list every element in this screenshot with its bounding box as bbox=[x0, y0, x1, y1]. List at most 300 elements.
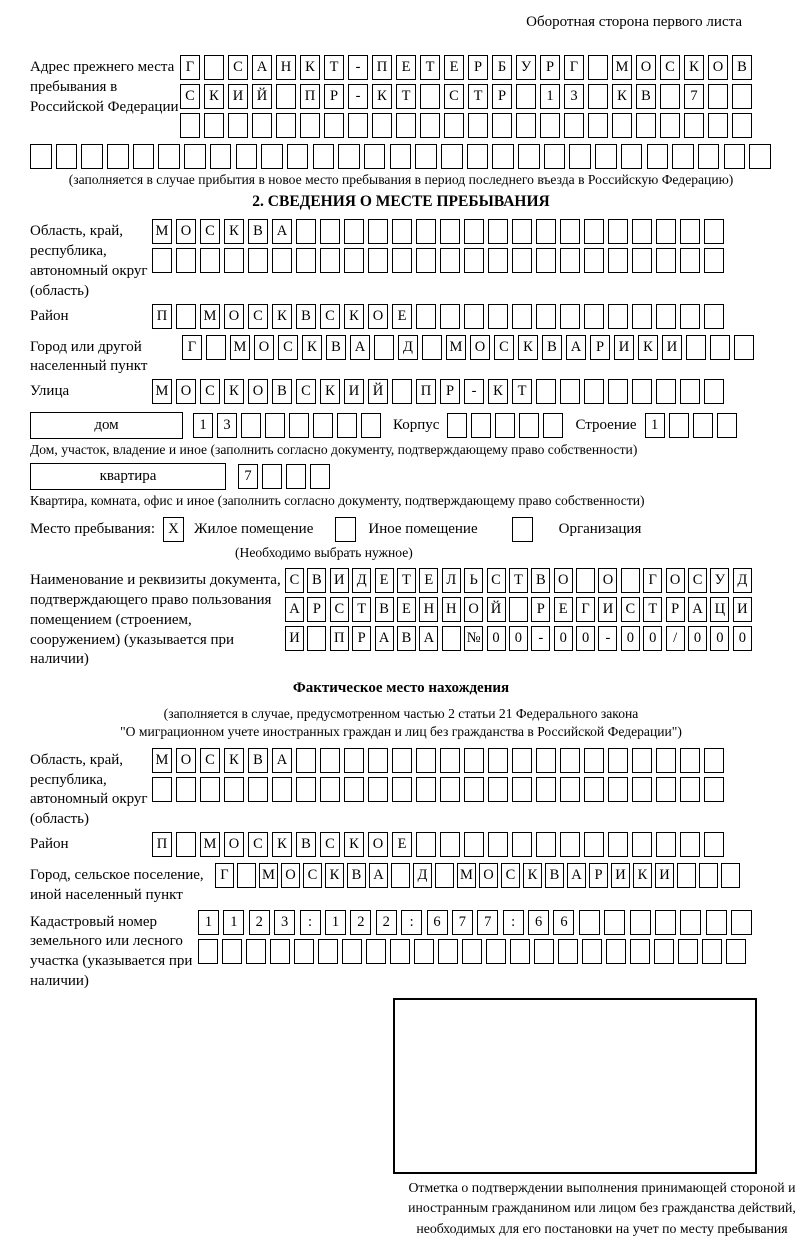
char-cell[interactable] bbox=[677, 863, 696, 888]
char-cell[interactable] bbox=[584, 219, 604, 244]
char-cell[interactable]: А bbox=[369, 863, 388, 888]
char-cell[interactable] bbox=[749, 144, 771, 169]
char-cell[interactable]: О bbox=[598, 568, 617, 593]
char-cell[interactable] bbox=[372, 113, 392, 138]
char-cell[interactable] bbox=[416, 248, 436, 273]
char-cell[interactable]: В bbox=[732, 55, 752, 80]
char-cell[interactable] bbox=[732, 113, 752, 138]
char-cell[interactable] bbox=[584, 248, 604, 273]
char-cell[interactable] bbox=[361, 413, 381, 438]
char-cell[interactable]: № bbox=[464, 626, 483, 651]
char-cell[interactable] bbox=[368, 748, 388, 773]
char-cell[interactable] bbox=[708, 84, 728, 109]
char-cell[interactable] bbox=[588, 113, 608, 138]
char-cell[interactable]: Е bbox=[444, 55, 464, 80]
char-cell[interactable]: Б bbox=[492, 55, 512, 80]
char-cell[interactable]: С bbox=[320, 832, 340, 857]
char-cell[interactable]: : bbox=[401, 910, 422, 935]
char-cell[interactable] bbox=[621, 144, 643, 169]
char-cell[interactable]: Н bbox=[276, 55, 296, 80]
char-cell[interactable] bbox=[704, 777, 724, 802]
char-cell[interactable]: И bbox=[344, 379, 364, 404]
char-cell[interactable] bbox=[717, 413, 737, 438]
char-cell[interactable] bbox=[704, 748, 724, 773]
char-cell[interactable]: 1 bbox=[325, 910, 346, 935]
char-cell[interactable]: 1 bbox=[223, 910, 244, 935]
char-cell[interactable] bbox=[660, 84, 680, 109]
char-cell[interactable] bbox=[704, 379, 724, 404]
char-cell[interactable] bbox=[536, 304, 556, 329]
char-cell[interactable]: Г bbox=[643, 568, 662, 593]
char-cell[interactable]: С bbox=[494, 335, 514, 360]
char-cell[interactable]: О bbox=[281, 863, 300, 888]
char-cell[interactable]: Г bbox=[182, 335, 202, 360]
char-cell[interactable]: Т bbox=[420, 55, 440, 80]
char-cell[interactable]: С bbox=[660, 55, 680, 80]
char-cell[interactable]: Е bbox=[397, 597, 416, 622]
char-cell[interactable]: 0 bbox=[710, 626, 729, 651]
char-cell[interactable]: С bbox=[330, 597, 349, 622]
char-cell[interactable] bbox=[536, 248, 556, 273]
char-cell[interactable] bbox=[669, 413, 689, 438]
prev-address-row-2[interactable] bbox=[180, 84, 756, 109]
char-cell[interactable] bbox=[704, 219, 724, 244]
char-cell[interactable] bbox=[608, 304, 628, 329]
char-cell[interactable]: С bbox=[688, 568, 707, 593]
char-cell[interactable] bbox=[699, 863, 718, 888]
char-cell[interactable] bbox=[441, 144, 463, 169]
char-cell[interactable]: И bbox=[662, 335, 682, 360]
char-cell[interactable]: - bbox=[348, 55, 368, 80]
char-cell[interactable] bbox=[414, 939, 434, 964]
char-cell[interactable] bbox=[576, 568, 595, 593]
char-cell[interactable] bbox=[684, 113, 704, 138]
char-cell[interactable] bbox=[704, 248, 724, 273]
char-cell[interactable]: Т bbox=[324, 55, 344, 80]
char-cell[interactable] bbox=[464, 219, 484, 244]
char-cell[interactable]: - bbox=[598, 626, 617, 651]
char-cell[interactable] bbox=[702, 939, 722, 964]
char-cell[interactable] bbox=[656, 832, 676, 857]
char-cell[interactable]: 2 bbox=[350, 910, 371, 935]
char-cell[interactable] bbox=[608, 777, 628, 802]
char-cell[interactable]: М bbox=[200, 304, 220, 329]
char-cell[interactable]: О bbox=[470, 335, 490, 360]
char-cell[interactable] bbox=[621, 568, 640, 593]
char-cell[interactable] bbox=[632, 248, 652, 273]
char-cell[interactable]: Й bbox=[487, 597, 506, 622]
char-cell[interactable]: М bbox=[200, 832, 220, 857]
char-cell[interactable]: К bbox=[325, 863, 344, 888]
document-row-2[interactable] bbox=[285, 597, 755, 622]
char-cell[interactable] bbox=[608, 248, 628, 273]
prev-address-row-4[interactable] bbox=[30, 144, 772, 169]
char-cell[interactable]: 6 bbox=[427, 910, 448, 935]
char-cell[interactable]: В bbox=[545, 863, 564, 888]
char-cell[interactable] bbox=[416, 219, 436, 244]
char-cell[interactable] bbox=[296, 219, 316, 244]
char-cell[interactable] bbox=[200, 248, 220, 273]
char-cell[interactable]: А bbox=[252, 55, 272, 80]
char-cell[interactable] bbox=[512, 219, 532, 244]
char-cell[interactable] bbox=[656, 219, 676, 244]
char-cell[interactable] bbox=[176, 777, 196, 802]
char-cell[interactable] bbox=[536, 832, 556, 857]
char-cell[interactable] bbox=[464, 748, 484, 773]
char-cell[interactable] bbox=[152, 777, 172, 802]
char-cell[interactable] bbox=[698, 144, 720, 169]
apartment-cells[interactable] bbox=[238, 464, 334, 489]
char-cell[interactable] bbox=[176, 832, 196, 857]
char-cell[interactable] bbox=[391, 863, 410, 888]
char-cell[interactable]: Р bbox=[440, 379, 460, 404]
char-cell[interactable] bbox=[390, 939, 410, 964]
char-cell[interactable]: С bbox=[228, 55, 248, 80]
char-cell[interactable] bbox=[680, 219, 700, 244]
char-cell[interactable]: С bbox=[200, 748, 220, 773]
char-cell[interactable]: К bbox=[488, 379, 508, 404]
char-cell[interactable] bbox=[569, 144, 591, 169]
actual-region-row-2[interactable] bbox=[152, 777, 728, 802]
char-cell[interactable] bbox=[595, 144, 617, 169]
char-cell[interactable]: А bbox=[350, 335, 370, 360]
char-cell[interactable] bbox=[706, 910, 727, 935]
char-cell[interactable]: С bbox=[444, 84, 464, 109]
char-cell[interactable] bbox=[632, 304, 652, 329]
char-cell[interactable]: К bbox=[372, 84, 392, 109]
char-cell[interactable]: - bbox=[348, 84, 368, 109]
char-cell[interactable]: В bbox=[296, 832, 316, 857]
char-cell[interactable]: Й bbox=[252, 84, 272, 109]
char-cell[interactable] bbox=[536, 748, 556, 773]
char-cell[interactable] bbox=[416, 748, 436, 773]
char-cell[interactable]: В bbox=[347, 863, 366, 888]
char-cell[interactable]: Р bbox=[352, 626, 371, 651]
char-cell[interactable] bbox=[654, 939, 674, 964]
char-cell[interactable]: И bbox=[733, 597, 752, 622]
char-cell[interactable]: И bbox=[598, 597, 617, 622]
char-cell[interactable]: 7 bbox=[452, 910, 473, 935]
char-cell[interactable] bbox=[296, 748, 316, 773]
char-cell[interactable] bbox=[680, 248, 700, 273]
char-cell[interactable] bbox=[287, 144, 309, 169]
char-cell[interactable] bbox=[632, 748, 652, 773]
char-cell[interactable]: М bbox=[259, 863, 278, 888]
char-cell[interactable]: Р bbox=[307, 597, 326, 622]
char-cell[interactable]: А bbox=[688, 597, 707, 622]
char-cell[interactable]: К bbox=[272, 304, 292, 329]
char-cell[interactable] bbox=[680, 777, 700, 802]
char-cell[interactable] bbox=[344, 248, 364, 273]
char-cell[interactable]: В bbox=[272, 379, 292, 404]
char-cell[interactable]: Т bbox=[352, 597, 371, 622]
char-cell[interactable]: П bbox=[416, 379, 436, 404]
char-cell[interactable]: 7 bbox=[477, 910, 498, 935]
char-cell[interactable] bbox=[680, 379, 700, 404]
char-cell[interactable]: Р bbox=[531, 597, 550, 622]
char-cell[interactable] bbox=[584, 379, 604, 404]
char-cell[interactable]: К bbox=[302, 335, 322, 360]
char-cell[interactable] bbox=[246, 939, 266, 964]
char-cell[interactable]: 6 bbox=[553, 910, 574, 935]
char-cell[interactable]: П bbox=[152, 832, 172, 857]
char-cell[interactable] bbox=[704, 832, 724, 857]
char-cell[interactable]: С bbox=[248, 832, 268, 857]
char-cell[interactable]: Н bbox=[442, 597, 461, 622]
char-cell[interactable] bbox=[731, 910, 752, 935]
char-cell[interactable] bbox=[462, 939, 482, 964]
char-cell[interactable] bbox=[632, 777, 652, 802]
char-cell[interactable]: К bbox=[684, 55, 704, 80]
char-cell[interactable] bbox=[734, 335, 754, 360]
char-cell[interactable] bbox=[342, 939, 362, 964]
char-cell[interactable] bbox=[488, 748, 508, 773]
korpus-cells[interactable] bbox=[447, 413, 567, 438]
char-cell[interactable] bbox=[440, 248, 460, 273]
char-cell[interactable]: О bbox=[636, 55, 656, 80]
char-cell[interactable]: У bbox=[516, 55, 536, 80]
char-cell[interactable] bbox=[588, 84, 608, 109]
char-cell[interactable] bbox=[678, 939, 698, 964]
char-cell[interactable]: В bbox=[531, 568, 550, 593]
char-cell[interactable]: К bbox=[518, 335, 538, 360]
char-cell[interactable] bbox=[558, 939, 578, 964]
char-cell[interactable]: О bbox=[708, 55, 728, 80]
char-cell[interactable]: Д bbox=[352, 568, 371, 593]
char-cell[interactable]: П bbox=[152, 304, 172, 329]
char-cell[interactable]: С bbox=[296, 379, 316, 404]
char-cell[interactable] bbox=[509, 597, 528, 622]
char-cell[interactable] bbox=[438, 939, 458, 964]
char-cell[interactable] bbox=[471, 413, 491, 438]
char-cell[interactable] bbox=[198, 939, 218, 964]
char-cell[interactable] bbox=[289, 413, 309, 438]
char-cell[interactable] bbox=[560, 777, 580, 802]
char-cell[interactable] bbox=[512, 304, 532, 329]
char-cell[interactable]: А bbox=[272, 219, 292, 244]
char-cell[interactable] bbox=[286, 464, 306, 489]
char-cell[interactable] bbox=[519, 413, 539, 438]
char-cell[interactable] bbox=[512, 777, 532, 802]
char-cell[interactable]: В bbox=[326, 335, 346, 360]
char-cell[interactable] bbox=[390, 144, 412, 169]
char-cell[interactable]: В bbox=[248, 748, 268, 773]
char-cell[interactable] bbox=[337, 413, 357, 438]
char-cell[interactable] bbox=[348, 113, 368, 138]
char-cell[interactable]: Е bbox=[419, 568, 438, 593]
char-cell[interactable] bbox=[488, 304, 508, 329]
char-cell[interactable]: М bbox=[152, 748, 172, 773]
char-cell[interactable] bbox=[608, 379, 628, 404]
char-cell[interactable]: С bbox=[320, 304, 340, 329]
char-cell[interactable]: Е bbox=[554, 597, 573, 622]
char-cell[interactable]: К bbox=[612, 84, 632, 109]
char-cell[interactable]: Т bbox=[512, 379, 532, 404]
char-cell[interactable] bbox=[693, 413, 713, 438]
char-cell[interactable]: К bbox=[320, 379, 340, 404]
char-cell[interactable] bbox=[680, 748, 700, 773]
char-cell[interactable] bbox=[176, 304, 196, 329]
char-cell[interactable] bbox=[270, 939, 290, 964]
char-cell[interactable] bbox=[210, 144, 232, 169]
char-cell[interactable]: И bbox=[228, 84, 248, 109]
char-cell[interactable] bbox=[724, 144, 746, 169]
char-cell[interactable] bbox=[632, 832, 652, 857]
char-cell[interactable] bbox=[647, 144, 669, 169]
char-cell[interactable] bbox=[237, 863, 256, 888]
char-cell[interactable] bbox=[392, 219, 412, 244]
char-cell[interactable]: О bbox=[176, 748, 196, 773]
char-cell[interactable]: К bbox=[633, 863, 652, 888]
char-cell[interactable]: 0 bbox=[621, 626, 640, 651]
document-row-3[interactable] bbox=[285, 626, 755, 651]
char-cell[interactable]: - bbox=[464, 379, 484, 404]
char-cell[interactable] bbox=[672, 144, 694, 169]
checkbox-organization[interactable] bbox=[512, 517, 533, 542]
char-cell[interactable]: Д bbox=[733, 568, 752, 593]
char-cell[interactable] bbox=[313, 413, 333, 438]
char-cell[interactable]: Р bbox=[492, 84, 512, 109]
char-cell[interactable] bbox=[560, 832, 580, 857]
char-cell[interactable] bbox=[262, 464, 282, 489]
char-cell[interactable] bbox=[344, 777, 364, 802]
prev-address-row-3[interactable] bbox=[180, 113, 756, 138]
char-cell[interactable] bbox=[560, 379, 580, 404]
char-cell[interactable]: В bbox=[296, 304, 316, 329]
char-cell[interactable] bbox=[248, 248, 268, 273]
char-cell[interactable] bbox=[56, 144, 78, 169]
char-cell[interactable] bbox=[495, 413, 515, 438]
char-cell[interactable]: М bbox=[152, 219, 172, 244]
char-cell[interactable] bbox=[464, 248, 484, 273]
char-cell[interactable]: 0 bbox=[509, 626, 528, 651]
char-cell[interactable] bbox=[324, 113, 344, 138]
char-cell[interactable] bbox=[518, 144, 540, 169]
char-cell[interactable] bbox=[608, 748, 628, 773]
char-cell[interactable] bbox=[704, 304, 724, 329]
char-cell[interactable] bbox=[584, 304, 604, 329]
char-cell[interactable] bbox=[422, 335, 442, 360]
char-cell[interactable]: 1 bbox=[198, 910, 219, 935]
char-cell[interactable]: Р bbox=[666, 597, 685, 622]
char-cell[interactable] bbox=[606, 939, 626, 964]
char-cell[interactable] bbox=[320, 777, 340, 802]
char-cell[interactable]: Е bbox=[392, 304, 412, 329]
char-cell[interactable]: Р bbox=[590, 335, 610, 360]
char-cell[interactable]: 2 bbox=[376, 910, 397, 935]
char-cell[interactable] bbox=[415, 144, 437, 169]
char-cell[interactable] bbox=[560, 304, 580, 329]
char-cell[interactable] bbox=[435, 863, 454, 888]
char-cell[interactable]: С bbox=[621, 597, 640, 622]
char-cell[interactable] bbox=[582, 939, 602, 964]
char-cell[interactable]: О bbox=[224, 832, 244, 857]
char-cell[interactable] bbox=[492, 144, 514, 169]
char-cell[interactable] bbox=[236, 144, 258, 169]
char-cell[interactable]: С bbox=[285, 568, 304, 593]
char-cell[interactable] bbox=[396, 113, 416, 138]
char-cell[interactable] bbox=[392, 748, 412, 773]
city-row[interactable] bbox=[182, 335, 758, 360]
char-cell[interactable] bbox=[368, 248, 388, 273]
char-cell[interactable] bbox=[30, 144, 52, 169]
char-cell[interactable] bbox=[726, 939, 746, 964]
char-cell[interactable] bbox=[320, 748, 340, 773]
char-cell[interactable]: Р bbox=[324, 84, 344, 109]
char-cell[interactable] bbox=[608, 219, 628, 244]
char-cell[interactable] bbox=[510, 939, 530, 964]
char-cell[interactable]: А bbox=[285, 597, 304, 622]
char-cell[interactable] bbox=[440, 832, 460, 857]
char-cell[interactable]: Л bbox=[442, 568, 461, 593]
char-cell[interactable]: С bbox=[200, 379, 220, 404]
char-cell[interactable]: Г bbox=[180, 55, 200, 80]
char-cell[interactable]: В bbox=[397, 626, 416, 651]
char-cell[interactable]: С bbox=[180, 84, 200, 109]
char-cell[interactable] bbox=[294, 939, 314, 964]
char-cell[interactable] bbox=[224, 248, 244, 273]
char-cell[interactable] bbox=[536, 219, 556, 244]
char-cell[interactable] bbox=[204, 113, 224, 138]
char-cell[interactable]: О bbox=[224, 304, 244, 329]
stroenie-cells[interactable] bbox=[645, 413, 741, 438]
char-cell[interactable] bbox=[272, 248, 292, 273]
char-cell[interactable]: Р bbox=[468, 55, 488, 80]
char-cell[interactable]: 0 bbox=[554, 626, 573, 651]
char-cell[interactable] bbox=[320, 219, 340, 244]
char-cell[interactable]: Т bbox=[397, 568, 416, 593]
char-cell[interactable] bbox=[392, 379, 412, 404]
char-cell[interactable]: А bbox=[272, 748, 292, 773]
char-cell[interactable] bbox=[176, 248, 196, 273]
char-cell[interactable]: К bbox=[204, 84, 224, 109]
char-cell[interactable] bbox=[584, 777, 604, 802]
char-cell[interactable]: К bbox=[638, 335, 658, 360]
char-cell[interactable]: А bbox=[567, 863, 586, 888]
char-cell[interactable]: И bbox=[611, 863, 630, 888]
char-cell[interactable]: Д bbox=[398, 335, 418, 360]
char-cell[interactable] bbox=[656, 379, 676, 404]
char-cell[interactable] bbox=[368, 219, 388, 244]
char-cell[interactable] bbox=[660, 113, 680, 138]
cadastral-row-2[interactable] bbox=[198, 939, 757, 964]
char-cell[interactable] bbox=[265, 413, 285, 438]
char-cell[interactable] bbox=[158, 144, 180, 169]
char-cell[interactable]: П bbox=[300, 84, 320, 109]
char-cell[interactable] bbox=[534, 939, 554, 964]
char-cell[interactable]: К bbox=[224, 379, 244, 404]
char-cell[interactable] bbox=[296, 777, 316, 802]
char-cell[interactable]: 7 bbox=[684, 84, 704, 109]
region-row-2[interactable] bbox=[152, 248, 728, 273]
char-cell[interactable]: 7 bbox=[238, 464, 258, 489]
char-cell[interactable] bbox=[656, 304, 676, 329]
char-cell[interactable]: А bbox=[566, 335, 586, 360]
char-cell[interactable]: П bbox=[330, 626, 349, 651]
char-cell[interactable]: С bbox=[200, 219, 220, 244]
char-cell[interactable] bbox=[492, 113, 512, 138]
char-cell[interactable]: Р bbox=[540, 55, 560, 80]
char-cell[interactable] bbox=[440, 777, 460, 802]
char-cell[interactable]: А bbox=[375, 626, 394, 651]
char-cell[interactable]: М bbox=[446, 335, 466, 360]
char-cell[interactable] bbox=[488, 832, 508, 857]
char-cell[interactable]: С bbox=[248, 304, 268, 329]
char-cell[interactable]: / bbox=[666, 626, 685, 651]
char-cell[interactable] bbox=[344, 748, 364, 773]
char-cell[interactable]: К bbox=[344, 832, 364, 857]
char-cell[interactable] bbox=[604, 910, 625, 935]
